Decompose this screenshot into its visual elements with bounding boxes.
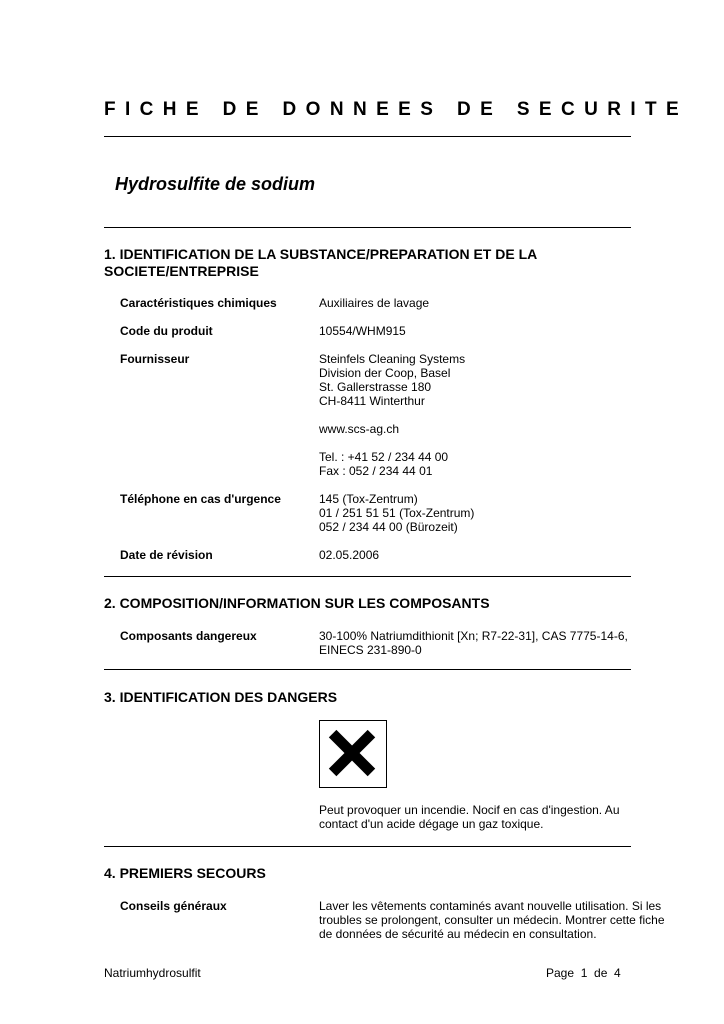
label-chemical-characteristics: Caractéristiques chimiques [120,296,277,310]
section-1-heading [104,246,624,280]
value-supplier [319,352,679,478]
value-emergency-phone [319,492,679,534]
section-3-heading: 3. IDENTIFICATION DES DANGERS [104,689,338,705]
value-general-advice [319,899,679,941]
value-line: 10554/WHM915 [319,324,406,338]
value-line: Auxiliaires de lavage [319,296,430,310]
value-line: EINECS 231-890-0 [319,643,422,657]
section-2-heading: 2. COMPOSITION/INFORMATION SUR LES COMPOSANTS [104,595,490,611]
value-line: contact d'un acide dégage un gaz toxique. [319,817,544,831]
value-line: Laver les vêtements contaminés avant nouvelle utilisation. Si les [319,899,662,913]
value-line: Peut provoquer un incendie. Nocif en cas d'ingestion. Au [319,803,620,817]
value-line: 30-100% Natriumdithionit [Xn; R7-22-31], CAS 7775-14-6, [319,629,628,643]
harmful-x-icon [319,720,387,788]
divider [104,846,631,847]
section-1-heading-line: SOCIETE/ENTREPRISE [104,263,259,279]
label-hazardous-components: Composants dangereux [120,629,257,643]
footer-page-number: Page 1 de 4 [546,966,621,980]
divider [104,576,631,577]
label-general-advice: Conseils généraux [120,899,227,913]
footer-product-name: Natriumhydrosulfit [104,966,201,980]
value-line: 052 / 234 44 00 (Bürozeit) [319,520,458,534]
supplier-phone: Tel. : +41 52 / 234 44 00 [319,450,449,464]
value-line: 01 / 251 51 51 (Tox-Zentrum) [319,506,475,520]
label-revision-date: Date de révision [120,548,213,562]
supplier-street: St. Gallerstrasse 180 [319,380,432,394]
value-product-code [319,324,679,338]
value-line: troubles se prolongent, consulter un médecin. Montrer cette fiche [319,913,665,927]
document-title: FICHE DE DONNEES DE SECURITE [104,99,689,120]
value-line: de données de sécurité au médecin en consultation. [319,927,597,941]
section-4-heading: 4. PREMIERS SECOURS [104,865,266,881]
value-revision-date [319,548,679,562]
divider [104,136,631,137]
supplier-website: www.scs-ag.ch [319,422,400,436]
value-line: 145 (Tox-Zentrum) [319,492,418,506]
label-product-code: Code du produit [120,324,213,338]
supplier-division: Division der Coop, Basel [319,366,451,380]
hazard-description [319,803,679,831]
supplier-city: CH-8411 Winterthur [319,394,425,408]
section-1-heading-line: 1. IDENTIFICATION DE LA SUBSTANCE/PREPARATION ET DE LA [104,246,538,262]
value-line: 02.05.2006 [319,548,380,562]
supplier-name: Steinfels Cleaning Systems [319,352,466,366]
value-hazardous-components [319,629,679,657]
label-supplier: Fournisseur [120,352,190,366]
spacer [319,436,679,450]
value-chemical-characteristics [319,296,679,310]
product-name: Hydrosulfite de sodium [115,174,316,194]
divider [104,227,631,228]
divider [104,669,631,670]
supplier-fax: Fax : 052 / 234 44 01 [319,464,433,478]
label-emergency-phone: Téléphone en cas d'urgence [120,492,281,506]
spacer [319,408,679,422]
